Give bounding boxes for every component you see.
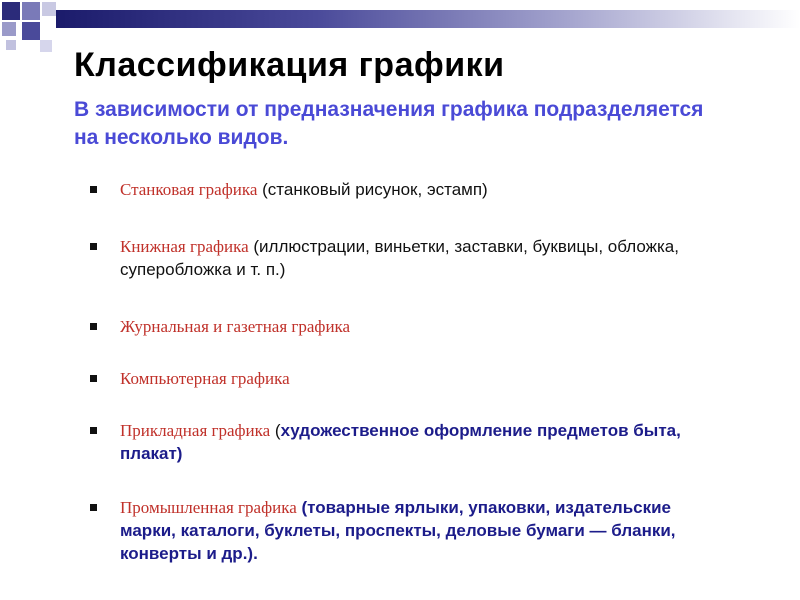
decorative-squares: [0, 0, 60, 60]
item-name: Станковая графика: [120, 180, 258, 199]
item-name: Промышленная графика: [120, 498, 297, 517]
item-name: Компьютерная графика: [120, 369, 290, 388]
list-item: [90, 367, 730, 390]
list-item: [90, 315, 730, 338]
list-item: [90, 496, 730, 565]
square-5: [22, 22, 40, 40]
item-name: Книжная графика: [120, 237, 249, 256]
square-4: [2, 22, 16, 36]
list-item: [90, 178, 730, 201]
item-desc: (станковый рисунок, эстамп): [257, 180, 488, 199]
header-gradient-bar: [56, 10, 800, 28]
item-desc: (товарные ярлыки, упаковки, издательские марки, каталоги, буклеты, проспекты, деловые бумаги — бланки, конверты и др.).: [120, 498, 676, 563]
bullet-square-icon: [90, 243, 97, 250]
item-name: Прикладная графика: [120, 421, 271, 440]
bullet-square-icon: [90, 323, 97, 330]
item-paren: (: [270, 421, 281, 440]
square-7: [6, 40, 16, 50]
bullet-square-icon: [90, 375, 97, 382]
square-3: [42, 2, 56, 16]
square-2: [22, 2, 40, 20]
bullet-square-icon: [90, 427, 97, 434]
item-name: Журнальная и газетная графика: [120, 317, 351, 336]
item-desc: (иллюстрации, виньетки, заставки, буквицы, обложка, суперобложка и т. п.): [120, 237, 679, 279]
square-6: [40, 40, 52, 52]
slide-subtitle: В зависимости от предназначения графика подразделяется на несколько видов.: [74, 98, 704, 149]
bullet-square-icon: [90, 186, 97, 193]
bullet-square-icon: [90, 504, 97, 511]
bullet-list: [90, 178, 730, 565]
list-item: [90, 419, 730, 465]
square-1: [2, 2, 20, 20]
item-desc: художественное оформление предметов быта, плакат): [120, 421, 681, 463]
list-item: [90, 235, 730, 281]
slide-title: Классификация графики: [74, 46, 505, 84]
